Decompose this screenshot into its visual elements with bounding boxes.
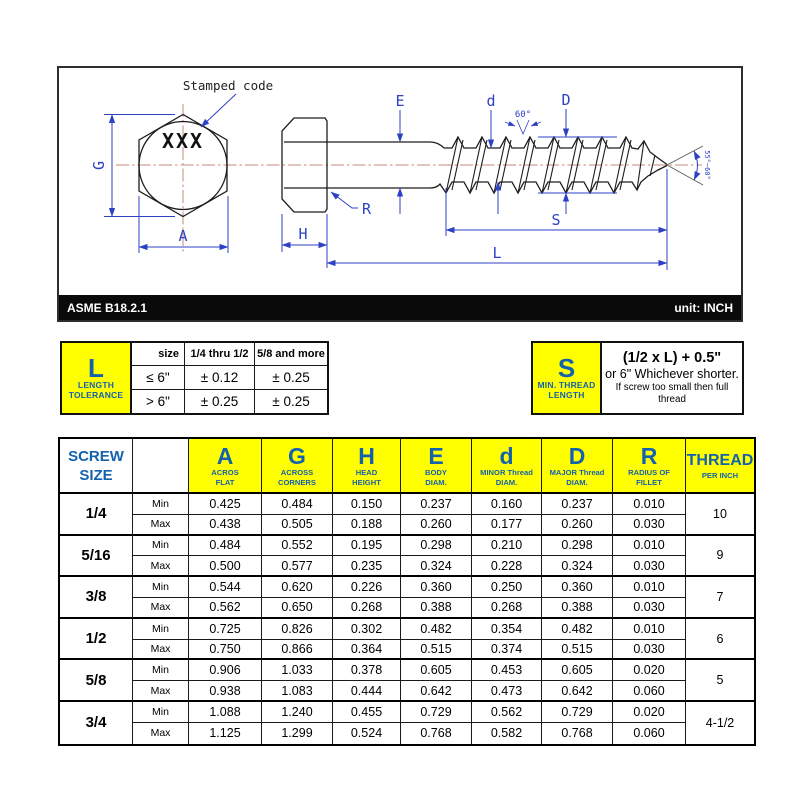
- max-value: 0.060: [613, 681, 686, 702]
- min-value: 0.562: [472, 702, 542, 723]
- threads-per-inch-value: 7: [686, 577, 754, 619]
- max-value: 0.364: [333, 640, 401, 661]
- max-value: 1.299: [262, 723, 333, 744]
- column-header-d-letter: d: [499, 443, 514, 469]
- max-value: 0.938: [189, 681, 262, 702]
- min-label: Min: [133, 702, 189, 723]
- tolerance-key-label-1: LENGTH: [77, 379, 115, 390]
- thread-length-rule-cell: [602, 343, 742, 413]
- column-header-thread: [686, 439, 754, 494]
- column-header-H-letter: H: [358, 443, 375, 469]
- threads-per-inch-value: 9: [686, 536, 754, 578]
- dim-label-H: H: [298, 225, 308, 243]
- min-value: 1.033: [262, 660, 333, 681]
- drawing-panel: [57, 66, 743, 322]
- min-value: 0.210: [472, 536, 542, 557]
- max-label: Max: [133, 598, 189, 619]
- column-header-D-letter: D: [568, 443, 586, 469]
- max-label: Max: [133, 723, 189, 744]
- max-value: 0.866: [262, 640, 333, 661]
- min-value: 0.425: [189, 494, 262, 515]
- threads-per-inch-value: 5: [686, 660, 754, 702]
- row-size-label: 5/8: [60, 660, 133, 702]
- column-header-R-desc1: RADIUS OF: [628, 468, 670, 477]
- min-value: 0.160: [472, 494, 542, 515]
- min-value: 0.237: [401, 494, 472, 515]
- point-angle-label: 55°~60°: [703, 150, 711, 180]
- max-value: 0.030: [613, 598, 686, 619]
- dim-label-L: L: [492, 244, 502, 262]
- min-value: 0.378: [333, 660, 401, 681]
- max-value: 0.444: [333, 681, 401, 702]
- corner-header-line1: SCREW: [68, 447, 124, 465]
- min-value: 0.020: [613, 660, 686, 681]
- tolerance-header-size: size: [132, 343, 185, 366]
- column-header-E-desc2: DIAM.: [425, 477, 447, 487]
- min-value: 0.725: [189, 619, 262, 640]
- max-value: 0.388: [542, 598, 613, 619]
- lag-screw-drawing: [59, 68, 741, 295]
- column-header-D: [542, 439, 613, 494]
- stamped-code-callout: Stamped code: [182, 78, 274, 93]
- max-value: 0.500: [189, 556, 262, 577]
- max-value: 0.505: [262, 515, 333, 536]
- column-header-D-desc2: DIAM.: [566, 477, 588, 487]
- thread-header-line2: PER INCH: [701, 470, 739, 480]
- max-value: 0.324: [401, 556, 472, 577]
- max-value: 0.235: [333, 556, 401, 577]
- dim-label-A: A: [178, 227, 188, 245]
- standard-bar: [59, 295, 741, 320]
- max-value: 0.177: [472, 515, 542, 536]
- max-value: 0.188: [333, 515, 401, 536]
- corner-header-line2: SIZE: [79, 466, 113, 484]
- thread-length-key-cell: [533, 343, 602, 413]
- max-value: 0.260: [542, 515, 613, 536]
- max-value: 0.577: [262, 556, 333, 577]
- thread-length-note: If screw too small then full thread: [615, 382, 729, 405]
- dim-label-D: D: [561, 91, 571, 109]
- tolerance-header-small: 1/4 thru 1/2: [185, 343, 255, 366]
- threads-per-inch-value: 10: [686, 494, 754, 536]
- min-value: 0.605: [542, 660, 613, 681]
- max-label: Max: [133, 640, 189, 661]
- min-label: Min: [133, 494, 189, 515]
- max-value: 1.083: [262, 681, 333, 702]
- min-value: 0.360: [401, 577, 472, 598]
- max-value: 0.030: [613, 556, 686, 577]
- max-value: 0.515: [401, 640, 472, 661]
- min-label: Min: [133, 660, 189, 681]
- max-value: 0.642: [401, 681, 472, 702]
- standard-name: ASME B18.2.1: [67, 300, 148, 315]
- max-value: 0.650: [262, 598, 333, 619]
- max-value: 0.324: [542, 556, 613, 577]
- column-header-G-letter: G: [288, 443, 306, 469]
- max-label: Max: [133, 515, 189, 536]
- min-value: 0.010: [613, 494, 686, 515]
- max-value: 0.268: [333, 598, 401, 619]
- max-value: 0.473: [472, 681, 542, 702]
- min-value: 0.484: [262, 494, 333, 515]
- column-header-R-letter: R: [640, 443, 658, 469]
- row-size-label: 5/16: [60, 536, 133, 578]
- row-size-label: 1/2: [60, 619, 133, 661]
- dim-label-G: G: [90, 160, 108, 171]
- min-value: 0.605: [401, 660, 472, 681]
- min-value: 0.906: [189, 660, 262, 681]
- column-header-d-desc1: MINOR Thread: [480, 468, 533, 477]
- thread-header-line1: THREAD: [686, 451, 754, 469]
- tolerance-row-label: > 6": [132, 390, 185, 413]
- max-value: 0.228: [472, 556, 542, 577]
- max-value: 0.562: [189, 598, 262, 619]
- max-value: 0.030: [613, 515, 686, 536]
- min-value: 0.482: [401, 619, 472, 640]
- column-header-E: [401, 439, 472, 494]
- min-value: 0.455: [333, 702, 401, 723]
- tolerance-value: ± 0.25: [255, 390, 327, 413]
- dim-label-R: R: [362, 200, 372, 218]
- tolerance-key-cell: [62, 343, 132, 413]
- max-value: 0.374: [472, 640, 542, 661]
- column-header-G-desc2: CORNERS: [278, 477, 316, 487]
- max-value: 0.582: [472, 723, 542, 744]
- tolerance-key-letter: L: [88, 352, 104, 383]
- min-value: 0.226: [333, 577, 401, 598]
- min-value: 0.010: [613, 619, 686, 640]
- tolerance-value: ± 0.12: [185, 366, 255, 389]
- max-value: 0.515: [542, 640, 613, 661]
- max-value: 0.524: [333, 723, 401, 744]
- tolerance-row-label: ≤ 6": [132, 366, 185, 389]
- column-header-E-letter: E: [428, 443, 444, 469]
- min-label: Min: [133, 577, 189, 598]
- min-value: 0.620: [262, 577, 333, 598]
- max-value: 0.642: [542, 681, 613, 702]
- min-value: 0.298: [401, 536, 472, 557]
- dim-label-d: d: [486, 92, 496, 110]
- row-size-label: 1/4: [60, 494, 133, 536]
- max-label: Max: [133, 681, 189, 702]
- min-value: 0.482: [542, 619, 613, 640]
- dim-label-S: S: [551, 211, 561, 229]
- column-header-A: [189, 439, 262, 494]
- min-value: 0.552: [262, 536, 333, 557]
- max-value: 0.438: [189, 515, 262, 536]
- tolerance-key-label-2: TOLERANCE: [68, 389, 124, 400]
- corner-header: [60, 439, 133, 494]
- max-value: 1.125: [189, 723, 262, 744]
- column-header-R-desc2: FILLET: [636, 477, 662, 487]
- max-value: 0.268: [472, 598, 542, 619]
- threads-per-inch-value: 4-1/2: [686, 702, 754, 744]
- min-value: 0.302: [333, 619, 401, 640]
- column-header-d: [472, 439, 542, 494]
- max-value: 0.260: [401, 515, 472, 536]
- max-value: 0.388: [401, 598, 472, 619]
- max-value: 0.750: [189, 640, 262, 661]
- column-header-A-letter: A: [216, 443, 234, 469]
- stamped-code-text: XXX: [161, 129, 205, 153]
- dim-label-E: E: [395, 92, 405, 110]
- thread-length-key-label-1: MIN. THREAD: [537, 380, 596, 390]
- column-header-d-desc2: DIAM.: [495, 477, 518, 487]
- column-header-A-desc1: ACROS: [211, 468, 239, 477]
- column-header-D-desc1: MAJOR Thread: [549, 468, 605, 477]
- unit-label: unit: INCH: [674, 300, 733, 315]
- max-value: 0.768: [542, 723, 613, 744]
- thread-length-key-letter: S: [557, 353, 576, 383]
- min-value: 0.150: [333, 494, 401, 515]
- min-value: 0.298: [542, 536, 613, 557]
- min-label: Min: [133, 536, 189, 557]
- empty-header-cell: [133, 439, 189, 494]
- column-header-H-desc1: HEAD: [355, 468, 378, 477]
- threads-per-inch-value: 6: [686, 619, 754, 661]
- column-header-A-desc2: FLAT: [215, 477, 235, 487]
- thread-length-formula: (1/2 x L) + 0.5": [622, 350, 722, 366]
- min-value: 0.360: [542, 577, 613, 598]
- min-value: 0.195: [333, 536, 401, 557]
- column-header-R: [613, 439, 686, 494]
- length-tolerance-table: [60, 341, 329, 415]
- thread-length-alt: or 6" Whichever shorter.: [605, 367, 739, 381]
- tolerance-value: ± 0.25: [255, 366, 327, 389]
- thread-angle-label: 60°: [514, 110, 532, 120]
- max-value: 0.030: [613, 640, 686, 661]
- min-value: 0.729: [542, 702, 613, 723]
- column-header-E-desc1: BODY: [425, 468, 447, 477]
- min-value: 0.729: [401, 702, 472, 723]
- min-value: 0.453: [472, 660, 542, 681]
- row-size-label: 3/8: [60, 577, 133, 619]
- min-value: 0.250: [472, 577, 542, 598]
- min-value: 1.240: [262, 702, 333, 723]
- min-label: Min: [133, 619, 189, 640]
- min-value: 0.237: [542, 494, 613, 515]
- min-value: 1.088: [189, 702, 262, 723]
- thread-length-key-label-2: LENGTH: [548, 390, 585, 400]
- min-value: 0.826: [262, 619, 333, 640]
- min-value: 0.020: [613, 702, 686, 723]
- max-label: Max: [133, 556, 189, 577]
- column-header-G: [262, 439, 333, 494]
- tolerance-value: ± 0.25: [185, 390, 255, 413]
- column-header-G-desc1: ACROSS: [280, 468, 314, 477]
- tolerance-header-large: 5/8 and more: [255, 343, 327, 366]
- column-header-H: [333, 439, 401, 494]
- spec-table: [58, 437, 756, 746]
- column-header-H-desc2: HEIGHT: [352, 477, 381, 487]
- min-value: 0.484: [189, 536, 262, 557]
- max-value: 0.060: [613, 723, 686, 744]
- min-thread-length-box: [531, 341, 744, 415]
- max-value: 0.768: [401, 723, 472, 744]
- min-value: 0.544: [189, 577, 262, 598]
- row-size-label: 3/4: [60, 702, 133, 744]
- min-value: 0.010: [613, 577, 686, 598]
- min-value: 0.354: [472, 619, 542, 640]
- min-value: 0.010: [613, 536, 686, 557]
